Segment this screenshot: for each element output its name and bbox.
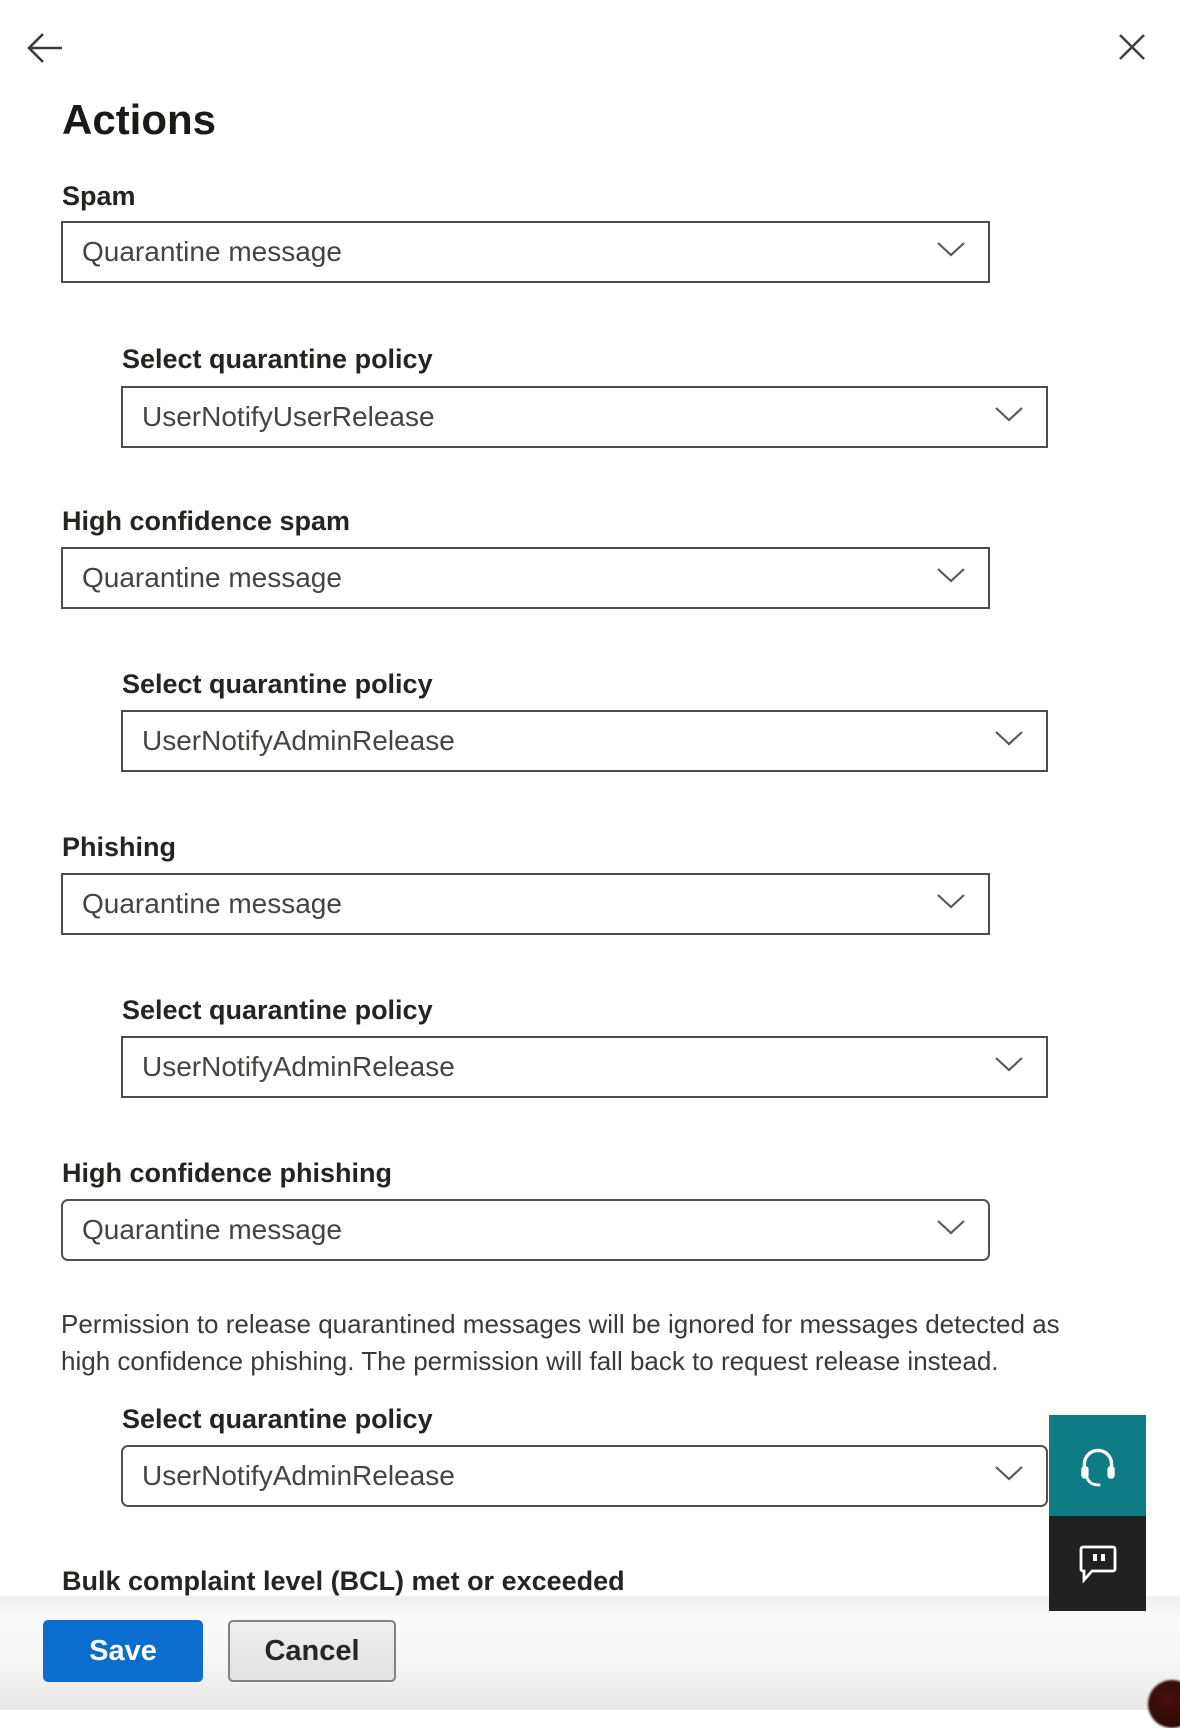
spam-label: Spam [62, 181, 136, 211]
chevron-down-icon [994, 406, 1024, 428]
spam-action-value: Quarantine message [82, 236, 342, 267]
high-confidence-spam-action-dropdown[interactable] [61, 547, 990, 609]
high-confidence-spam-quarantine-policy-dropdown[interactable] [121, 710, 1048, 772]
footer-bar [0, 1596, 1180, 1710]
close-button[interactable] [1117, 32, 1147, 62]
phishing-label: Phishing [62, 832, 176, 862]
high-confidence-phishing-quarantine-policy-dropdown[interactable] [121, 1445, 1048, 1507]
high-confidence-spam-quarantine-policy-value: UserNotifyAdminRelease [142, 725, 455, 756]
phishing-policy-label: Select quarantine policy [122, 995, 433, 1025]
feedback-button[interactable] [1049, 1516, 1146, 1611]
chevron-down-icon [994, 1056, 1024, 1078]
chevron-down-icon [936, 241, 966, 263]
chevron-down-icon [936, 1219, 966, 1241]
phishing-quarantine-policy-dropdown[interactable] [121, 1036, 1048, 1098]
spam-quarantine-policy-dropdown[interactable] [121, 386, 1048, 448]
high-confidence-phishing-action-dropdown[interactable] [61, 1199, 990, 1261]
support-button[interactable] [1049, 1415, 1146, 1516]
spam-action-dropdown[interactable] [61, 221, 990, 283]
chevron-down-icon [936, 567, 966, 589]
headset-icon [1075, 1441, 1121, 1490]
phishing-action-value: Quarantine message [82, 888, 342, 919]
page-title: Actions [62, 96, 217, 143]
chevron-down-icon [936, 893, 966, 915]
high-confidence-spam-label: High confidence spam [62, 506, 351, 536]
high-confidence-phishing-note [61, 1306, 1060, 1380]
high-confidence-phishing-quarantine-policy-value: UserNotifyAdminRelease [142, 1460, 455, 1491]
note-line: Permission to release quarantined messages will be ignored for messages detected as [61, 1309, 1060, 1339]
high-confidence-spam-policy-label: Select quarantine policy [122, 669, 433, 699]
close-icon [1117, 50, 1147, 65]
spam-policy-label: Select quarantine policy [122, 344, 433, 374]
phishing-action-dropdown[interactable] [61, 873, 990, 935]
bulk-complaint-level-label: Bulk complaint level (BCL) met or exceeded [62, 1566, 625, 1596]
save-button[interactable]: Save [43, 1620, 203, 1682]
spam-quarantine-policy-value: UserNotifyUserRelease [142, 401, 435, 432]
back-button[interactable] [25, 29, 65, 67]
high-confidence-spam-action-value: Quarantine message [82, 562, 342, 593]
chat-icon [1076, 1541, 1120, 1586]
phishing-quarantine-policy-value: UserNotifyAdminRelease [142, 1051, 455, 1082]
cancel-button[interactable]: Cancel [228, 1620, 396, 1682]
arrow-left-icon [25, 55, 65, 70]
note-line: high confidence phishing. The permission will fall back to request release instead. [61, 1346, 999, 1376]
chevron-down-icon [994, 730, 1024, 752]
high-confidence-phishing-policy-label: Select quarantine policy [122, 1404, 433, 1434]
chevron-down-icon [994, 1465, 1024, 1487]
high-confidence-phishing-action-value: Quarantine message [82, 1214, 342, 1245]
high-confidence-phishing-label: High confidence phishing [62, 1158, 392, 1188]
